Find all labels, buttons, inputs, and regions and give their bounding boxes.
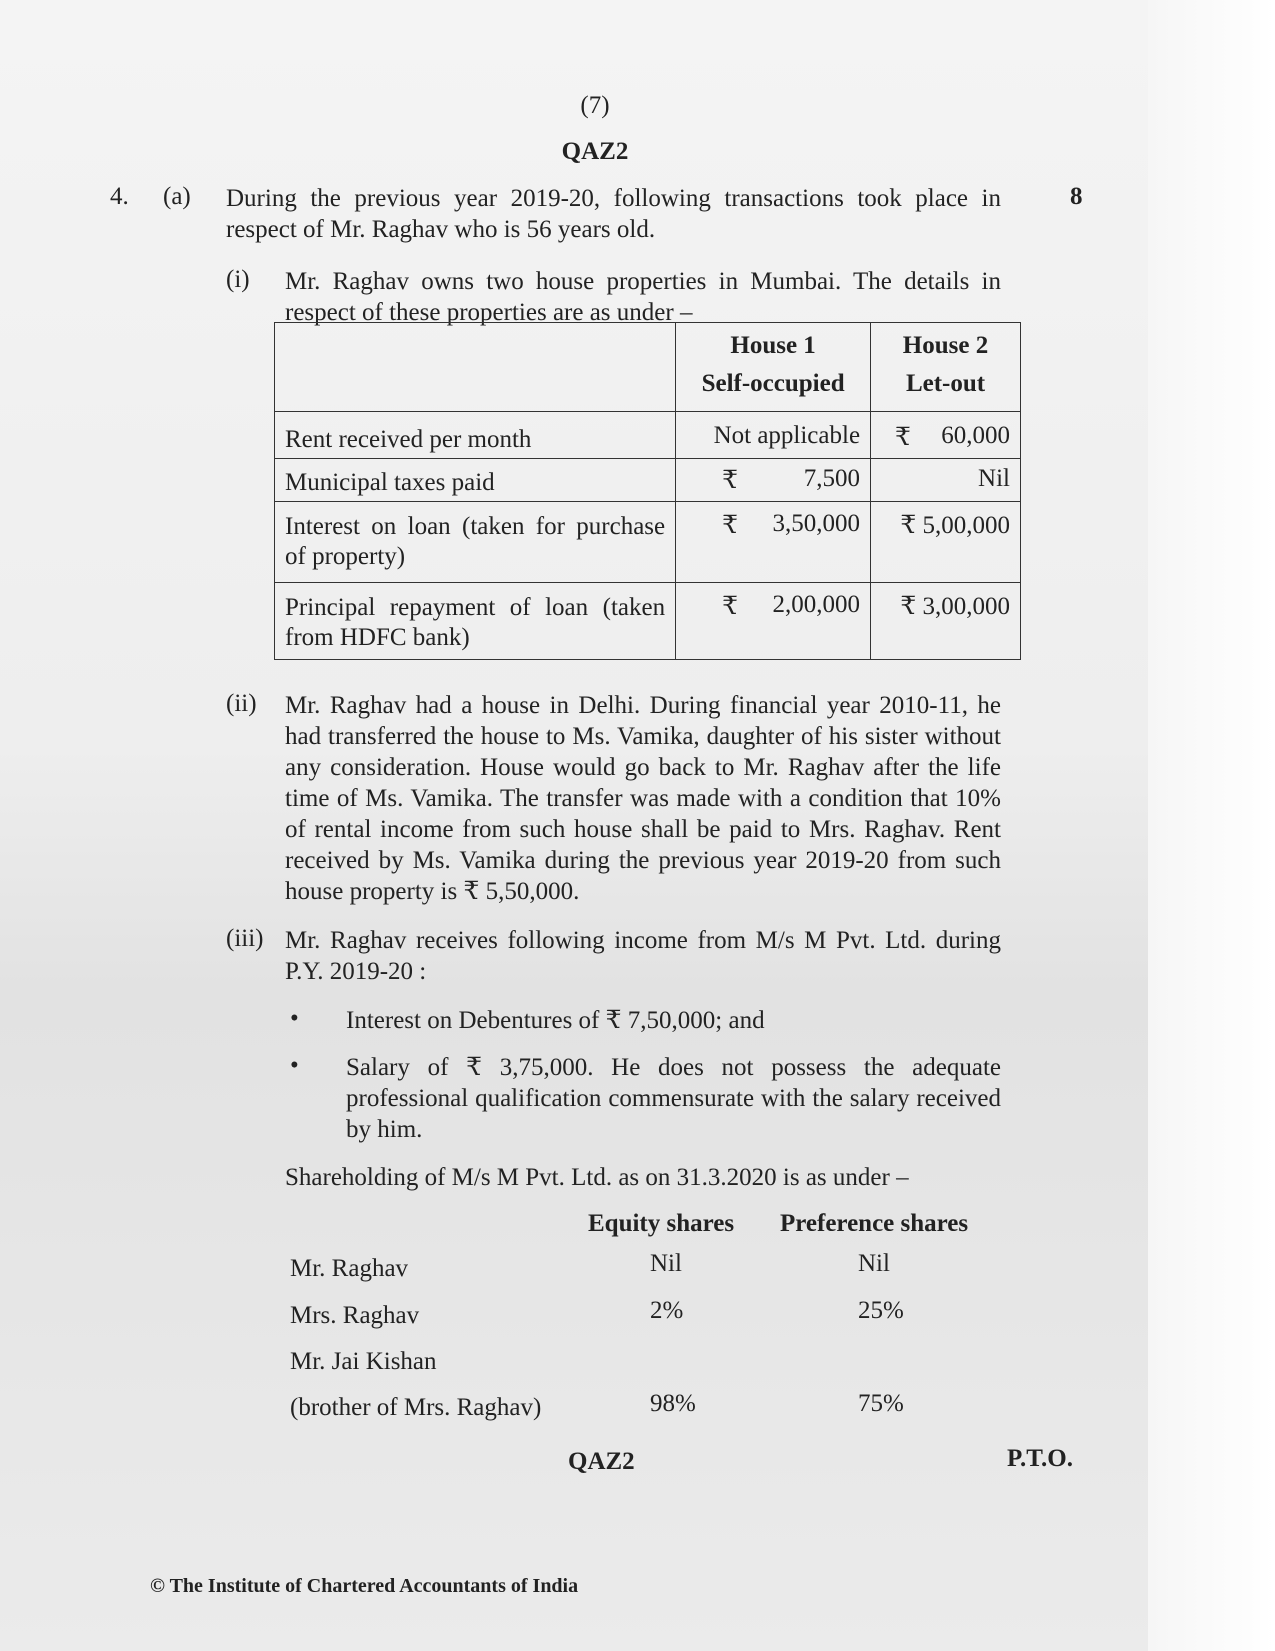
table-row [275, 502, 1021, 583]
bullet-item: Interest on Debentures of ₹ 7,50,000; and [346, 1007, 765, 1034]
house1-header-line2: Self-occupied [701, 370, 845, 397]
shareholder-name: Mr. Raghav [290, 1255, 409, 1282]
preference-shares-header: Preference shares [780, 1210, 969, 1237]
house1-value-text: 2,00,000 [772, 591, 861, 618]
rupee-symbol: ₹ [722, 512, 739, 539]
paper-code-top: QAZ2 [561, 138, 629, 165]
house2-header-line1: House 2 [902, 332, 989, 359]
row-label: Rent received per month [275, 412, 676, 459]
house1-value [676, 412, 871, 459]
preference-value: 75% [858, 1390, 904, 1417]
row-label: Municipal taxes paid [275, 459, 676, 502]
table-header-row [275, 323, 1021, 412]
sub-ii-text: Mr. Raghav had a house in Delhi. During financial year 2010-11, he had transferred the house to Ms. Vamika, daughter of his sister without any consideration. House would go back to Mr. Raghav after the life time of Ms. Vamika. The transfer was made with a condition that 10% of rental income from such house shall be paid to Mrs. Raghav. Rent received by Ms. Vamika during the previous year 2019-20 from such house property is ₹ 5,50,000. [285, 692, 1001, 905]
sub-iii-label: (iii) [226, 925, 264, 952]
preference-value: Nil [858, 1250, 890, 1277]
equity-value: 98% [650, 1390, 696, 1417]
house2-value [871, 412, 1021, 459]
sub-i-text: Mr. Raghav owns two house properties in Mumbai. The details in respect of these properties are as under – [285, 268, 1001, 326]
bullet-icon: • [290, 1005, 299, 1032]
sub-i-label: (i) [226, 266, 250, 293]
house1-header [676, 323, 871, 412]
table-row [275, 583, 1021, 660]
house2-value-text: ₹ 3,00,000 [900, 593, 1010, 620]
shareholder-name: (brother of Mrs. Raghav) [290, 1394, 542, 1421]
house2-value-text: Nil [978, 465, 1010, 492]
copyright-footer: © The Institute of Chartered Accountants of India [150, 1575, 579, 1597]
scan-edge [1148, 0, 1275, 1651]
house1-value [676, 459, 871, 502]
house1-value-text: 3,50,000 [772, 510, 861, 537]
house2-header [871, 323, 1021, 412]
house2-value [871, 583, 1021, 660]
shareholder-name: Mrs. Raghav [290, 1302, 420, 1329]
bullet-item: Salary of ₹ 3,75,000. He does not possess the adequate professional qualification commensurate with the salary received by him. [346, 1054, 1001, 1143]
paper-code-bottom: QAZ2 [568, 1448, 635, 1475]
equity-value: 2% [650, 1297, 684, 1324]
sub-ii-label: (ii) [226, 690, 257, 717]
question-part: (a) [163, 183, 191, 210]
sub-iii-text: Mr. Raghav receives following income from M/s M Pvt. Ltd. during P.Y. 2019-20 : [285, 927, 1001, 985]
row-label: Principal repayment of loan (taken from HDFC bank) [275, 583, 676, 660]
empty-header-cell [275, 323, 676, 412]
property-table [274, 322, 1021, 660]
equity-shares-header: Equity shares [588, 1210, 735, 1237]
pto-label: P.T.O. [1007, 1445, 1073, 1472]
rupee-symbol: ₹ [895, 424, 911, 451]
house1-value-text: 7,500 [803, 465, 861, 492]
shareholding-intro: Shareholding of M/s M Pvt. Ltd. as on 31.3.2020 is as under – [285, 1164, 909, 1191]
page-number: (7) [580, 92, 610, 119]
house1-value-text: Not applicable [713, 422, 861, 449]
preference-value: 25% [858, 1297, 904, 1324]
house1-header-line1: House 1 [730, 332, 816, 359]
rupee-symbol: ₹ [722, 467, 739, 494]
house1-value [676, 502, 871, 583]
bullet-icon: • [290, 1052, 299, 1079]
house2-value-text: ₹ 5,00,000 [900, 512, 1010, 539]
row-label: Interest on loan (taken for purchase of property) [275, 502, 676, 583]
equity-value: Nil [650, 1250, 682, 1277]
shareholder-name: Mr. Jai Kishan [290, 1348, 437, 1375]
house1-value [676, 583, 871, 660]
question-marks: 8 [1070, 183, 1083, 210]
house2-value [871, 459, 1021, 502]
house2-value [871, 502, 1021, 583]
table-row [275, 412, 1021, 459]
question-number: 4. [110, 183, 129, 210]
house2-header-line2: Let-out [905, 370, 986, 397]
rupee-symbol: ₹ [722, 593, 739, 620]
question-intro: During the previous year 2019-20, following transactions took place in respect of Mr. Raghav who is 56 years old. [226, 185, 1001, 243]
house2-value-text: 60,000 [941, 422, 1010, 449]
table-row [275, 459, 1021, 502]
